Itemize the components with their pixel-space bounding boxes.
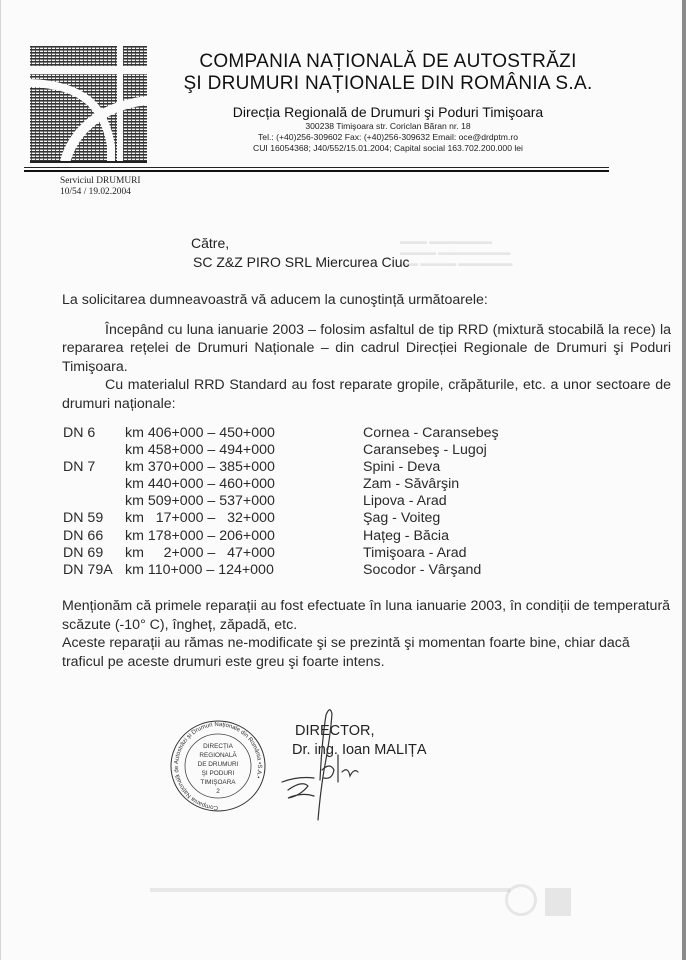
stamp-line: REGIONALĂ <box>199 752 237 759</box>
handwritten-signature-icon <box>268 700 388 830</box>
body-paragraph-2 <box>62 376 671 413</box>
company-registration: CUI 16054368; J40/552/15.01.2004; Capital social 163.702.200.000 lei <box>253 143 523 153</box>
road-section-row <box>63 510 499 527</box>
directorate-name: Direcția Regională de Drumuri şi Poduri Timişoara <box>232 104 544 120</box>
recipient-name: SC Z&Z PIRO SRL Miercurea Ciuc <box>193 254 410 270</box>
route-name: Spini - Deva <box>363 459 441 476</box>
bleed-through-footer <box>150 888 510 892</box>
route-name: Socodor - Vârşand <box>363 561 482 578</box>
route-name: Timişoara - Arad <box>363 544 467 561</box>
route-name: Zam - Săvârşin <box>363 476 460 493</box>
company-address: 300238 Timişoara str. Coriclan Bãran nr. 18 <box>305 121 471 131</box>
km-range: km 509+000 – 537+000 <box>125 493 275 510</box>
road-section-row <box>63 562 499 579</box>
road-number <box>63 476 125 493</box>
road-intersection-logo-icon <box>30 46 147 163</box>
bleed-through-logos <box>505 884 585 914</box>
road-sections-list <box>63 425 499 579</box>
body-paragraph-1-text: Începând cu luna ianuarie 2003 – folosim asfaltul de tip RRD (mixtură stocabilă la rece) la repararea rețelei de Drumuri Naționale – din cadrul Direcției Regionale de Drumuri şi Poduri Timişoara. <box>62 321 671 375</box>
km-range: km 406+000 – 450+000 <box>125 425 275 441</box>
scan-right-edge <box>682 0 686 960</box>
header-divider-thin <box>24 167 609 168</box>
reference-block <box>60 176 140 198</box>
km-range: km 17+000 – 32+000 <box>125 510 275 527</box>
stamp-ring-text: Compania Națională de Autostrăzi şi Drumuri Naționale din România •S.A.• <box>174 721 263 811</box>
company-contacts: Tel.: (+40)256-309602 Fax: (+40)256-309632 Email: oce@drdptm.ro <box>258 132 518 142</box>
scan-left-edge <box>0 0 1 960</box>
intro-sentence: La solicitarea dumneavoastră vă aducem la cunoştință următoarele: <box>62 292 488 308</box>
road-number: DN 7 <box>63 459 96 476</box>
road-number <box>63 493 125 510</box>
road-number: DN 66 <box>63 527 104 544</box>
km-range: km 2+000 – 47+000 <box>125 544 275 561</box>
km-range: km 178+000 – 206+000 <box>125 527 275 544</box>
road-section-row <box>63 545 499 562</box>
letter-body <box>62 291 671 414</box>
stamp-line: TIMIŞOARA <box>200 779 236 786</box>
director-title: DIRECTOR, <box>295 723 375 739</box>
bleed-through-text: ▬▬▬ ▬▬▬▬▬▬▬ ▬▬▬▬ ▬▬▬▬▬▬▬▬ ▬▬ ▬▬▬▬ ▬▬▬▬▬▬ <box>400 236 513 268</box>
km-range: km 440+000 – 460+000 <box>125 476 275 493</box>
company-name-line2: ŞI DRUMURI NAȚIONALE DIN ROMÂNIA S.A. <box>183 73 593 94</box>
company-name-line1: COMPANIA NAȚIONALĂ DE AUTOSTRĂZI <box>199 51 577 72</box>
road-section-row <box>63 528 499 545</box>
closing-paragraphs <box>62 597 671 671</box>
road-number: DN 79A <box>63 561 113 578</box>
official-stamp-icon <box>168 718 268 814</box>
body-paragraph-1 <box>62 321 671 377</box>
stamp-line: DE DRUMURI <box>197 761 239 768</box>
salutation: Către, <box>191 235 230 251</box>
road-number: DN 59 <box>63 510 104 527</box>
road-section-row <box>63 459 499 476</box>
stamp-line: DIRECȚIA <box>203 743 233 750</box>
stamp-line: ŞI PODURI <box>201 770 235 777</box>
closing-paragraph-2: Aceste reparații au rămas ne-modificate şi se prezintă şi momentan foarte bine, chiar dacă traficul pe aceste drumuri este greu şi foarte intens. <box>62 635 630 670</box>
km-range: km 458+000 – 494+000 <box>125 442 275 459</box>
letterhead-company <box>168 51 608 154</box>
road-section-row <box>63 442 499 459</box>
road-number: DN 69 <box>63 544 104 561</box>
road-section-row <box>63 476 499 493</box>
road-number: DN 6 <box>63 425 96 441</box>
department-label: Serviciul DRUMURI <box>60 176 141 186</box>
road-number <box>63 442 125 459</box>
road-section-row <box>63 493 499 510</box>
registration-number-date: 10/54 / 19.02.2004 <box>60 187 131 197</box>
closing-paragraph-1: Menționăm că primele reparații au fost efectuate în luna ianuarie 2003, în condiții de temperatură scăzute (-10° C), îngheț, zăpadă, etc. <box>62 598 671 633</box>
route-name: Şag - Voiteg <box>363 510 441 527</box>
route-name: Caransebeş - Lugoj <box>363 442 487 459</box>
body-paragraph-2-text: Cu materialul RRD Standard au fost reparate gropile, crăpăturile, etc. a unor sectoare de drumuri naționale: <box>62 377 671 412</box>
header-divider-thick <box>24 170 609 172</box>
road-section-row <box>63 425 499 442</box>
route-name: Lipova - Arad <box>363 493 447 510</box>
addressee-block <box>191 234 410 272</box>
km-range: km 110+000 – 124+000 <box>125 561 274 578</box>
director-name: Dr. ing. Ioan MALIȚA <box>292 742 427 758</box>
route-name: Cornea - Caransebeş <box>363 425 499 441</box>
route-name: Hațeg - Băcia <box>363 527 449 544</box>
stamp-line: 2 <box>216 788 220 795</box>
km-range: km 370+000 – 385+000 <box>125 459 275 476</box>
